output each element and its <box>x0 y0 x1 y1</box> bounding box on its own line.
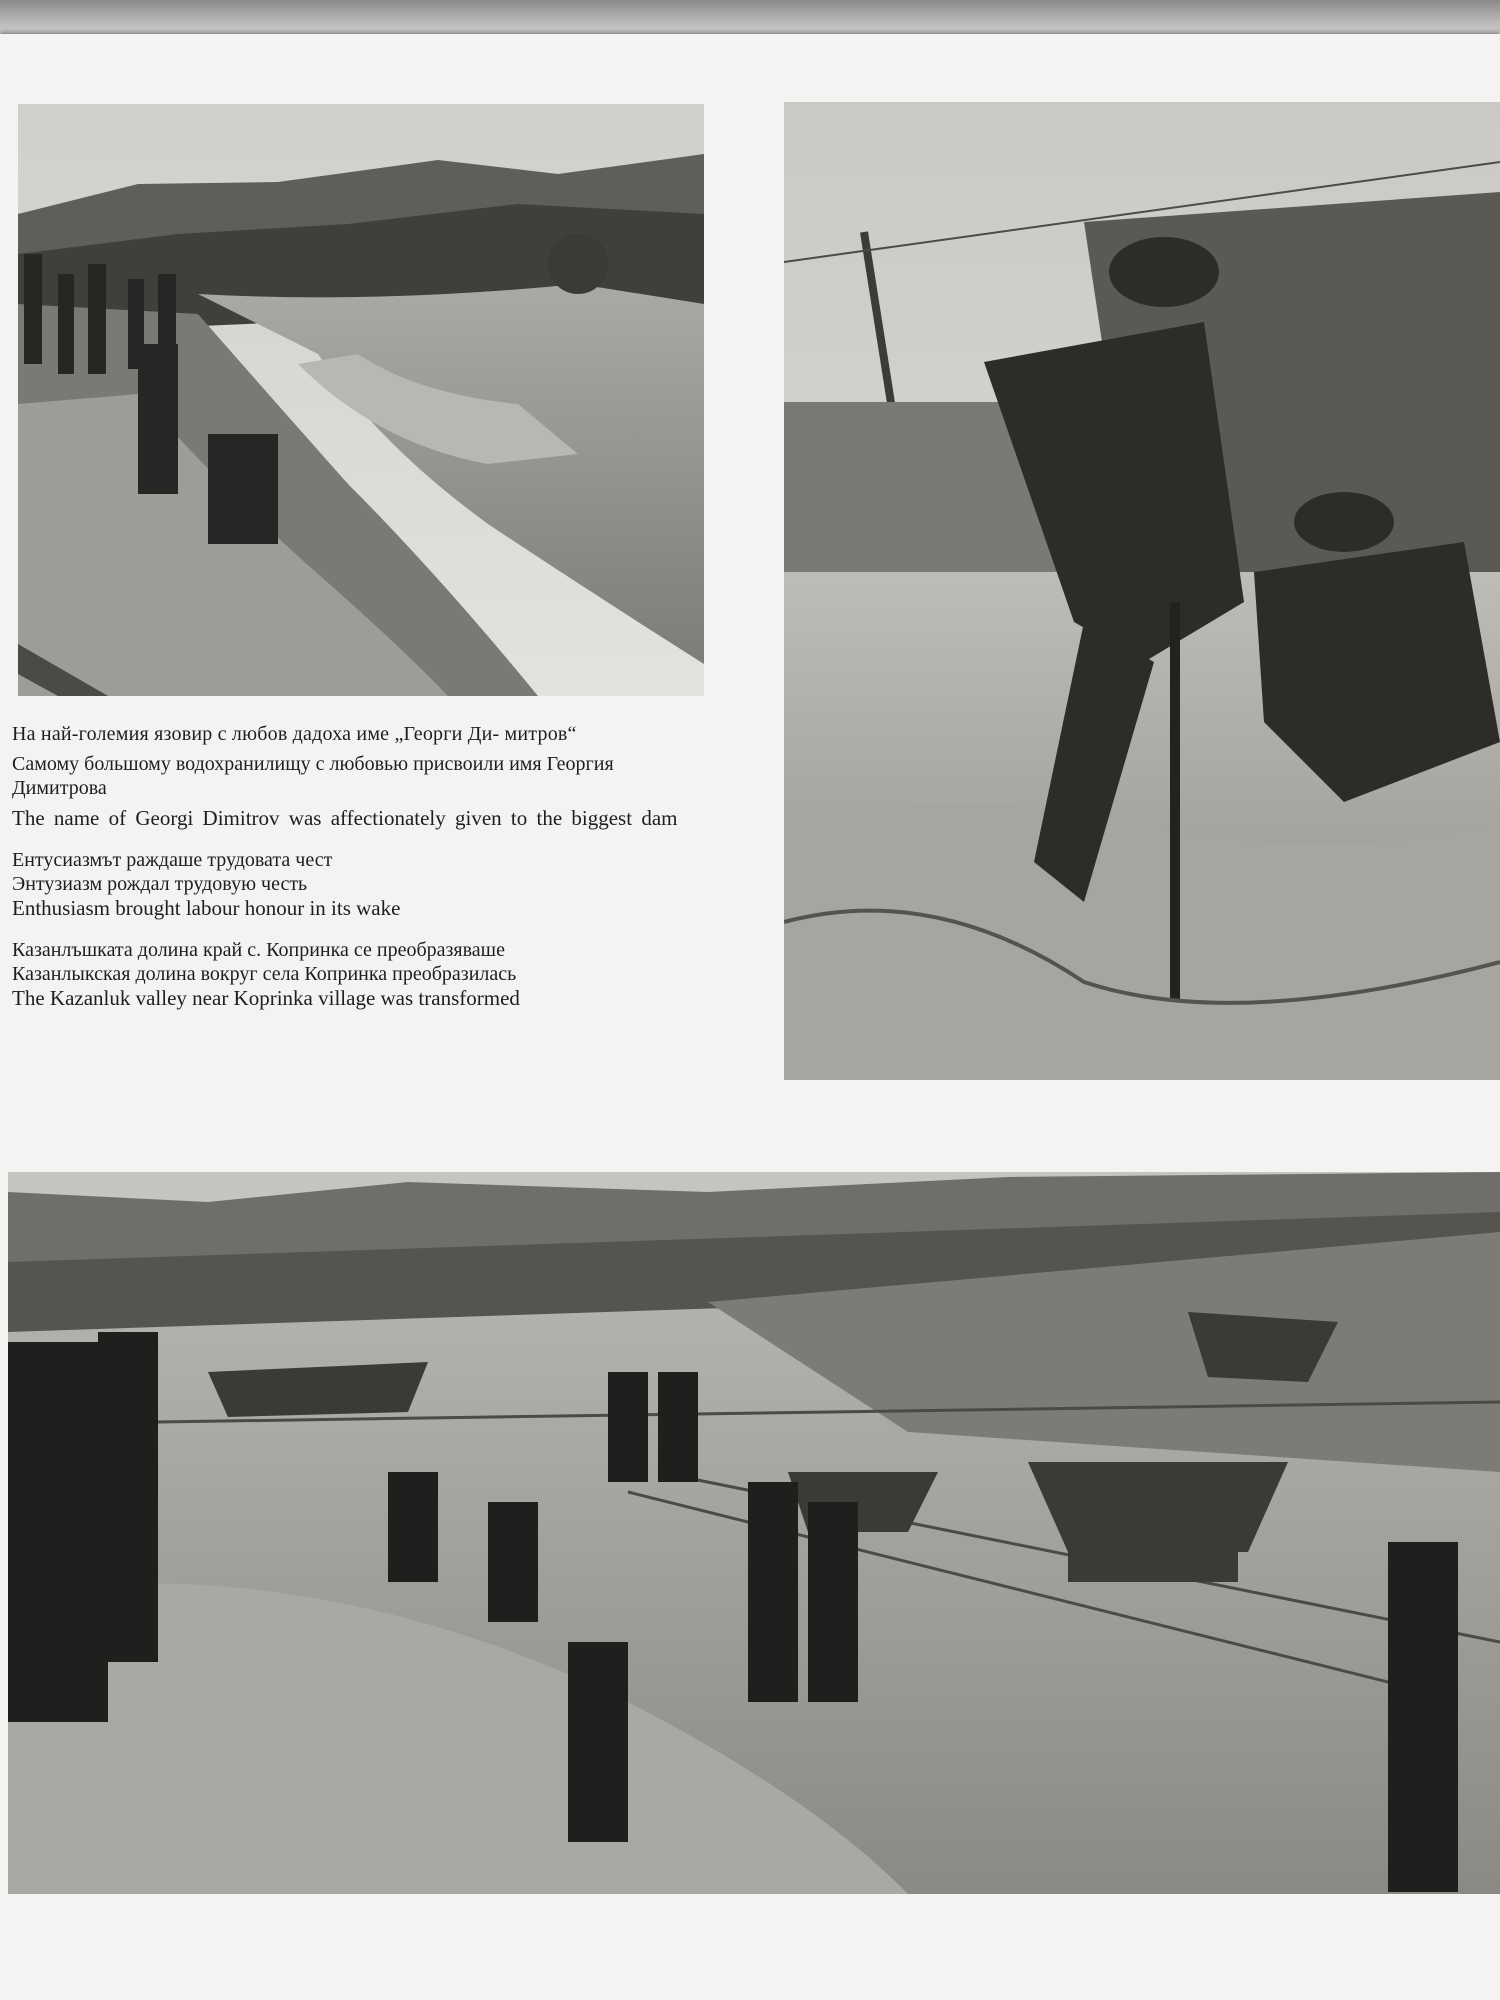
caption-enthusiasm-en: Enthusiasm brought labour honour in its wake <box>12 896 401 920</box>
caption-enthusiasm <box>12 848 712 920</box>
caption-column <box>12 722 712 1020</box>
photo-river-dam-workers <box>18 104 704 696</box>
caption-valley-bg: Казанлъшката долина край с. Копринка се преобразяваше <box>12 939 505 961</box>
caption-enthusiasm-ru: Энтузиазм рождал трудовую честь <box>12 873 308 895</box>
caption-enthusiasm-bg: Ентусиазмът раждаше трудовата чест <box>12 849 333 871</box>
caption-dam-name-en: The name of Georgi Dimitrov was affectionately given to the biggest dam <box>12 806 678 830</box>
book-page <box>0 34 1500 2000</box>
caption-dam-name-ru: Самому большому водохранилищу с любовью присвоили имя Георгия Димитрова <box>12 753 614 799</box>
caption-valley <box>12 938 712 1010</box>
caption-dam-name-bg: На най-големия язовир с любов дадоха име „Георги Ди- митров“ <box>12 723 577 745</box>
photo-valley-construction-carts <box>8 1172 1500 1894</box>
photo-workers-pneumatic-drill <box>784 102 1500 1080</box>
caption-valley-ru: Казанлыкская долина вокруг села Копринка преобразилась <box>12 963 517 985</box>
caption-dam-name <box>12 722 712 830</box>
caption-valley-en: The Kazanluk valley near Koprinka village was transformed <box>12 986 520 1010</box>
